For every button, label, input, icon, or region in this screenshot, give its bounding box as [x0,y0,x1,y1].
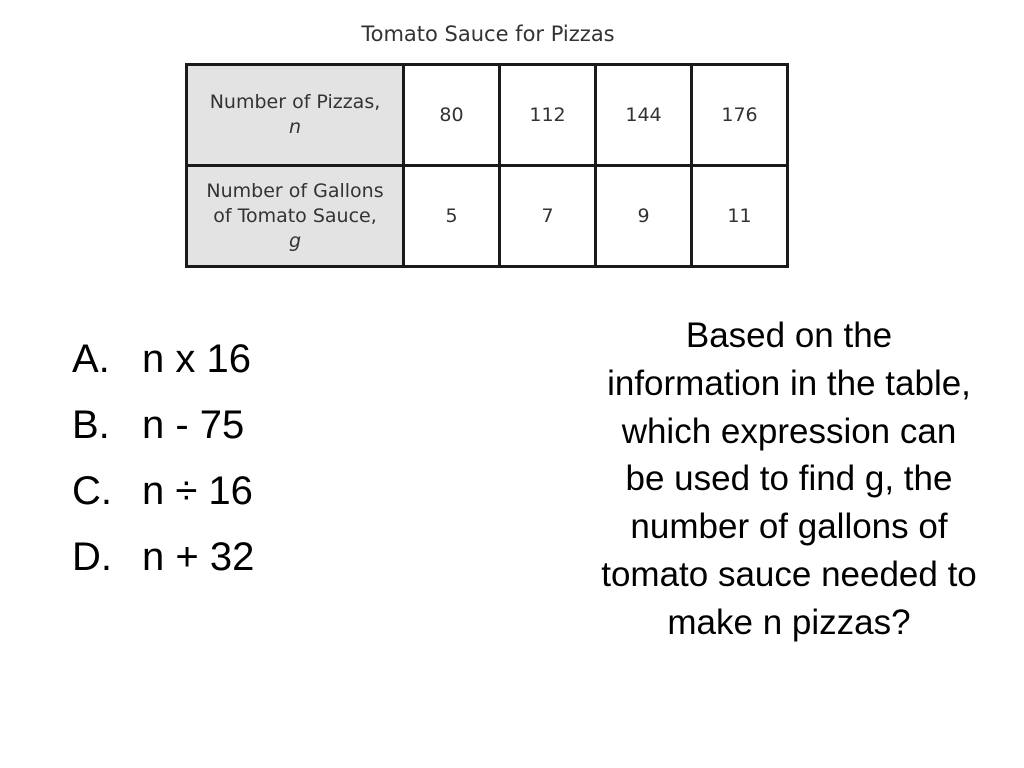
table-row-pizzas [187,65,788,166]
table-row-gallons [187,166,788,267]
answer-choice-a[interactable] [72,334,254,400]
answer-text: n - 75 [142,403,245,447]
table-cell: 7 [500,166,596,267]
answer-choice-c[interactable] [72,466,254,532]
row-header-variable: g [288,229,302,252]
answer-choice-b[interactable] [72,400,254,466]
row-header-label: Number of Pizzas, [209,91,381,113]
answer-letter: B. [72,403,110,447]
table-cell: 11 [692,166,788,267]
table-cell: 144 [596,65,692,166]
table-cell: 112 [500,65,596,166]
answer-letter: D. [72,535,112,579]
answer-text: n ÷ 16 [142,469,253,513]
table-cell: 9 [596,166,692,267]
answer-choices [72,334,254,598]
table-cell: 176 [692,65,788,166]
answer-letter: C. [72,469,112,513]
table-cell: 80 [404,65,500,166]
row-header-variable: n [288,116,302,138]
row-header-label-line1: Number of Gallons [206,179,384,202]
answer-text: n x 16 [142,337,251,381]
row-header-pizzas [187,65,404,166]
data-table [185,63,789,268]
answer-choice-d[interactable] [72,532,254,598]
question-text: Based on the information in the table, which expression can be used to find g, the number of gallons of tomato sauce needed to make n pizzas? [601,316,977,642]
answer-letter: A. [72,337,110,381]
answer-text: n + 32 [142,535,255,579]
row-header-label-line2: of Tomato Sauce, [213,204,377,227]
table-cell: 5 [404,166,500,267]
table-title: Tomato Sauce for Pizzas [361,22,615,46]
row-header-gallons [187,166,404,267]
